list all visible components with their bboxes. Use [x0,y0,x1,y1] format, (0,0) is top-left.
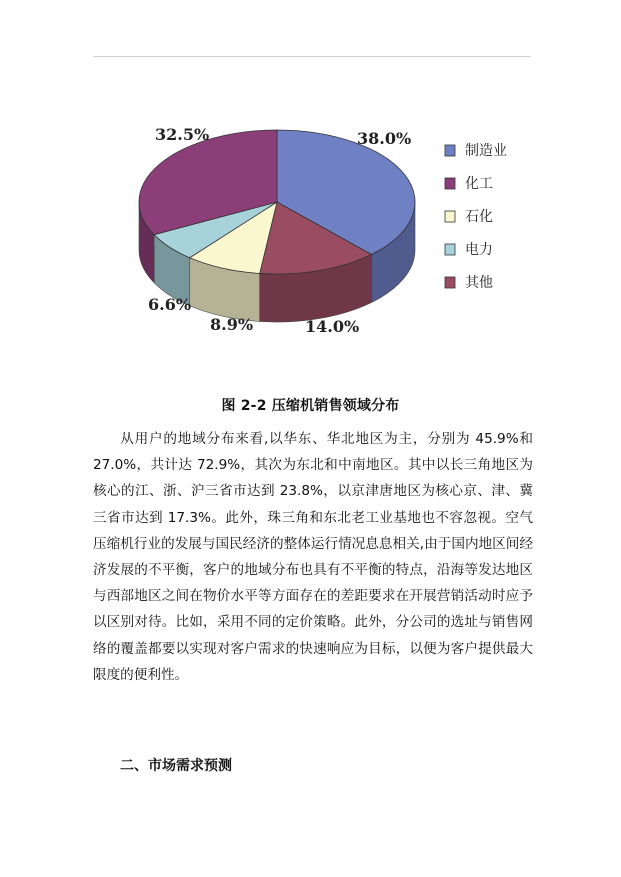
pie-chart [112,92,532,362]
legend-swatch-1 [445,178,455,189]
legend-label-0: 制造业 [465,143,507,159]
legend-label-4: 其他 [465,275,493,291]
pie-label-4: 14.0% [305,317,360,336]
pie-label-0: 38.0% [357,129,412,148]
header-rule [93,56,531,57]
pie-chart-figure [112,92,532,362]
section-heading: 二、市场需求预测 [120,758,232,774]
pie-tops [139,130,415,274]
legend-swatch-4 [445,277,455,288]
legend-swatch-3 [445,244,455,255]
legend [445,142,507,291]
body-text [93,426,533,688]
pie-label-1: 32.5% [155,125,210,144]
legend-label-3: 电力 [465,242,493,258]
figure-caption: 图 2-2 压缩机销售领域分布 [221,398,400,414]
legend-label-1: 化工 [465,176,493,192]
pie-label-2: 8.9% [210,315,254,334]
paragraph: 从用户的地域分布来看,以华东、华北地区为主，分别为 45.9%和 27.0%，共计达 72.9%，其次为东北和中南地区。其中以长三角地区为核心的江、浙、沪三省市达到 23.8%，以京津唐地区为核心京、津、冀三省市达到 17.3%。此外，珠三角和东北老工业基地也不容忽视。空气压缩机行业的发展与国民经济的整体运行情况息息相关,由于国内地区间经济发展的不平衡，客户的地域分布也具有不平衡的特点，沿海等发达地区与西部地区之间在物价水平等方面存在的差距要求在开展营销活动时应予以区别对待。比如，采用不同的定价策略。此外，分公司的选址与销售网络的覆盖都要以实现对客户需求的快速响应为目标，以便为客户提供最大限度的便利性。 [93,431,533,683]
pie-label-3: 6.6% [148,295,192,314]
legend-swatch-2 [445,211,455,222]
legend-swatch-0 [445,145,455,156]
legend-label-2: 石化 [465,209,493,225]
